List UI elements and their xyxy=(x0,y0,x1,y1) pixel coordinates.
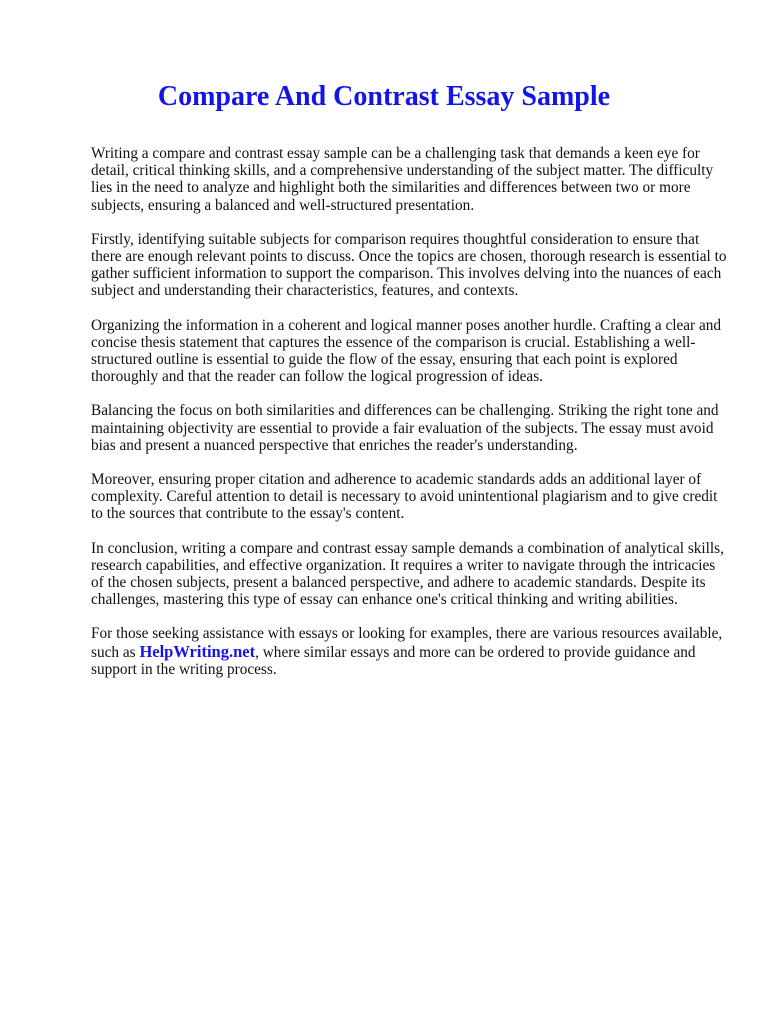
paragraph-citation: Moreover, ensuring proper citation and adherence to academic standards adds an additional layer of complexity. Careful attention to detail is necessary to avoid unintentional plagiarism and to give credit to the sources that contribute to the essay's content. xyxy=(91,471,718,523)
paragraph-closing xyxy=(91,625,731,678)
closing-text-before: For those seeking assistance with essays or looking for examples, there are various resources available, such as xyxy=(91,625,723,661)
closing-text-after: , where similar essays and more can be ordered to provide guidance and support in the writing process. xyxy=(91,643,696,678)
paragraph-organizing: Organizing the information in a coherent and logical manner poses another hurdle. Crafting a clear and concise thesis statement that captures the essence of the comparison is crucial. Establishing a well-structured outline is essential to guide the flow of the essay, ensuring that each point is explored thoroughly and that the reader can follow the logical progression of ideas. xyxy=(91,316,722,386)
paragraph-intro: Writing a compare and contrast essay sample can be a challenging task that demands a keen eye for detail, critical thinking skills, and a comprehensive understanding of the subject matter. The difficulty lies in the need to analyze and highlight both the similarities and differences between two or more subjects, ensuring a balanced and well-structured presentation. xyxy=(91,145,714,214)
paragraph-subjects: Firstly, identifying suitable subjects for comparison requires thoughtful consideration to ensure that there are enough relevant points to discuss. Once the topics are chosen, thorough research is essential to gather sufficient information to support the comparison. This involves delving into the nuances of each subject and understanding their characteristics, features, and contexts. xyxy=(91,230,727,300)
essay-body xyxy=(91,145,731,695)
page-title: Compare And Contrast Essay Sample xyxy=(157,81,611,112)
paragraph-conclusion: In conclusion, writing a compare and contrast essay sample demands a combination of analytical skills, research capabilities, and effective organization. It requires a writer to navigate through the intricacies of the chosen subjects, present a balanced perspective, and adhere to academic standards. Despite its challenges, mastering this type of essay can enhance one's critical thinking and writing abilities. xyxy=(91,539,724,609)
paragraph-balancing: Balancing the focus on both similarities and differences can be challenging. Striking the right tone and maintaining objectivity are essential to provide a fair evaluation of the subjects. The essay must avoid bias and present a nuanced perspective that enriches the reader's understanding. xyxy=(91,402,719,454)
helpwriting-link[interactable]: HelpWriting.net xyxy=(139,641,256,661)
